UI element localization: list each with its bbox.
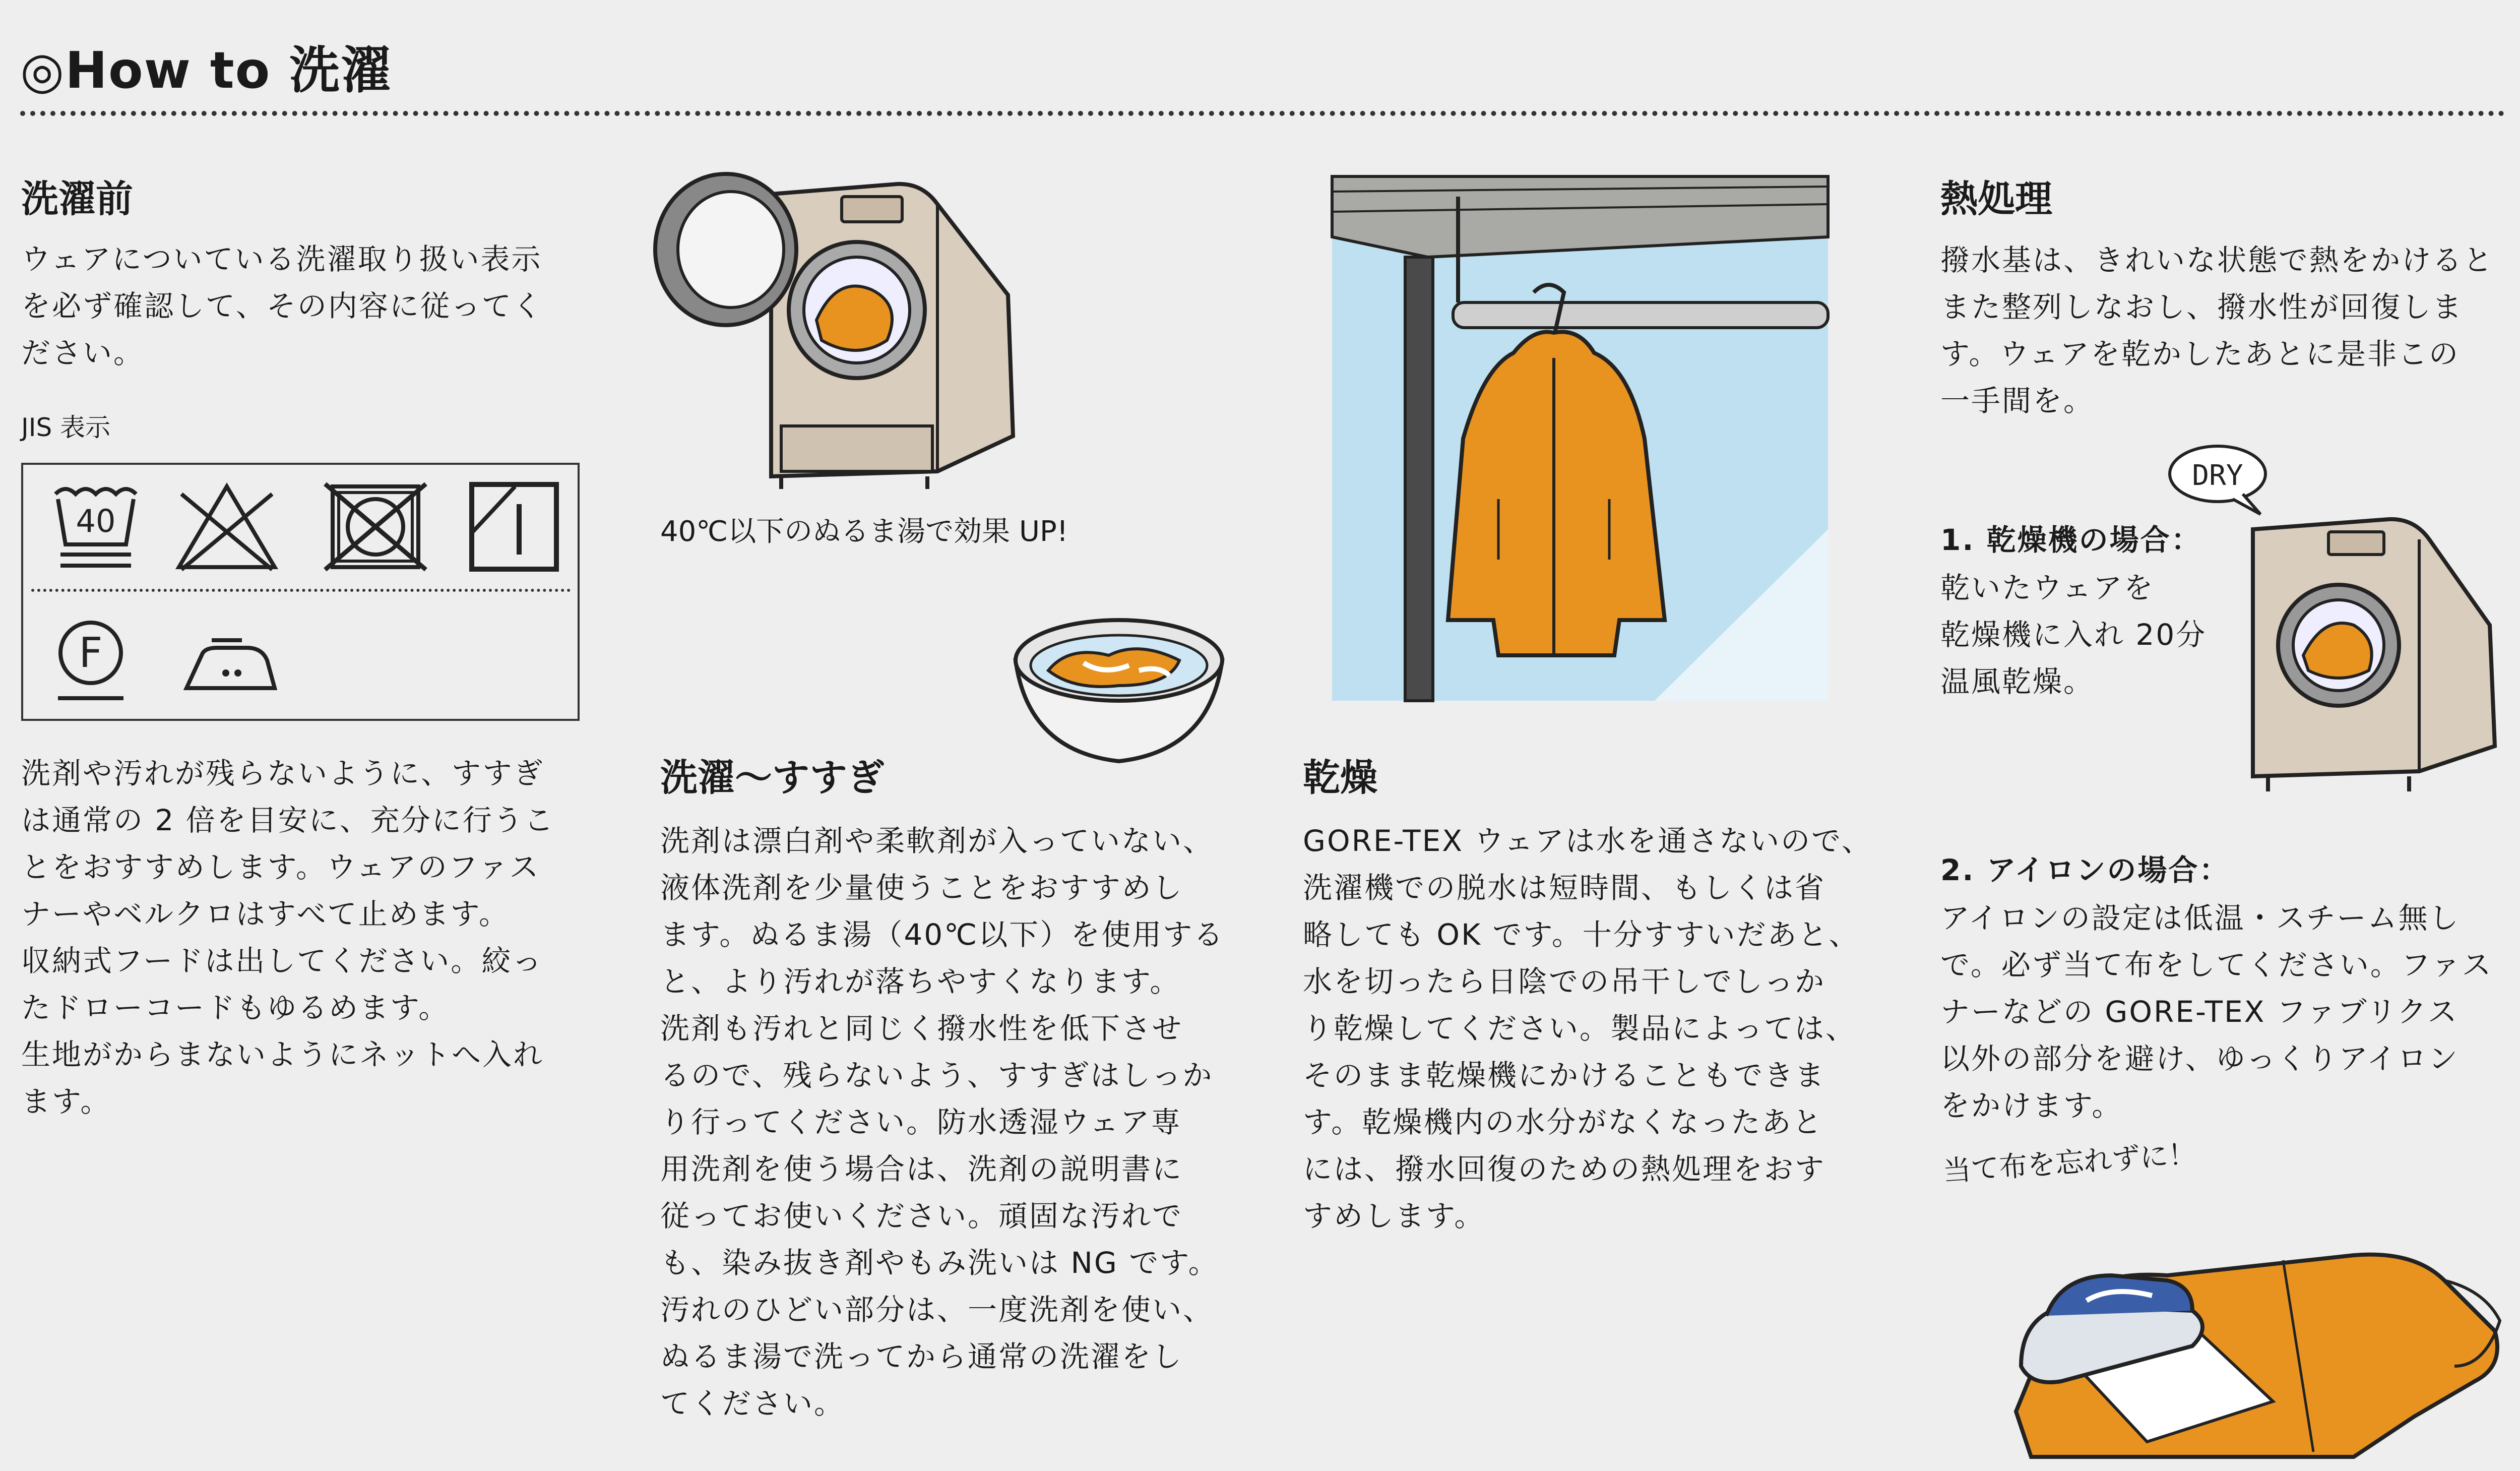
dry-clean-f-icon	[50, 618, 131, 703]
before-wash-intro: ウェアについている洗濯取り扱い表示 を必ず確認して、その内容に従ってく ださい。	[21, 242, 543, 370]
care-symbol-divider	[31, 589, 571, 592]
iron-low-icon	[181, 630, 277, 696]
wash-rinse-text: 洗剤は漂白剤や柔軟剤が入っていない、 液体洗剤を少量使うことをおすすめし ます。ぬるま湯（40℃以下）を使用する と、より汚れが落ちやすくなります。 洗剤も汚れと同じく撥水性を低下させ るので、残らないよう、すすぎはしっか り行ってください。防水透湿ウェア専 用洗剤を使う場合は、洗剤の説明書に 従ってお使いください。頑固な汚れで も、染み抜き剤やもみ洗いは NG です。 汚れのひどい部分は、一度洗剤を使い、 ぬるま湯で洗ってから通常の洗濯をし てください。	[660, 824, 1225, 1421]
before-wash-notes: 洗剤や汚れが残らないように、すすぎ は通常の 2 倍を目安に、充分に行うこ とをおすすめします。ウェアのファス ナーやベルクロはすべて止めます。 収納式フードは出してください。絞っ たドローコードもゆるめます。 生地がからまないようにネットへ入れ ます。	[21, 756, 555, 1119]
heading-drying: 乾燥	[1303, 756, 1377, 800]
heading-heat-treatment: 熱処理	[1940, 177, 2052, 221]
line-dry-icon	[469, 481, 559, 572]
dry-clean-letter: F	[79, 629, 103, 677]
no-tumble-dry-icon	[323, 481, 428, 572]
dryer-text: 乾いたウェアを 乾燥機に入れ 20分 温風乾燥。	[1940, 571, 2207, 699]
iron-text: アイロンの設定は低温・スチーム無し で。必ず当て布をしてください。ファス ナーなどの GORE-TEX ファブリクス 以外の部分を避け、ゆっくりアイロン をかけます。	[1940, 901, 2493, 1123]
drying-text: GORE-TEX ウェアは水を通さないので、 洗濯機での脱水は短時間、もしくは省 略しても OK です。十分すすいだあと、 水を切ったら日陰での吊干しでしっか り乾燥してください。製品によっては、 そのまま乾燥機にかけることもできま す。乾燥機内の水分がなくなったあと には、撥水回復のための熱処理をおす すめします。	[1303, 824, 1872, 1233]
heading-wash-rinse: 洗濯〜すすぎ	[660, 756, 885, 800]
iron-caption: 当て布を忘れずに！	[1941, 1137, 2198, 1188]
hanging-jacket-illustration	[1332, 176, 1828, 701]
no-bleach-icon	[174, 481, 280, 572]
title-divider	[20, 111, 2505, 116]
heat-treatment-intro: 撥水基は、きれいな状態で熱をかけると また整列しなおし、撥水性が回復しま す。ウェアを乾かしたあとに是非この 一手間を。	[1940, 243, 2494, 418]
page-title: ◎How to 洗濯	[20, 41, 393, 100]
wash-temp-number: 40	[76, 503, 116, 539]
dry-bubble-text: DRY	[2192, 459, 2243, 492]
warm-water-caption: 40℃以下のぬるま湯で効果 UP!	[660, 515, 1068, 548]
wash-40-icon	[50, 479, 141, 570]
heading-before-wash: 洗濯前	[21, 177, 133, 221]
washing-machine-illustration	[655, 174, 1023, 497]
jis-label: JIS 表示	[21, 413, 111, 442]
wash-bowl-illustration	[1008, 615, 1230, 766]
ironing-illustration	[2001, 1200, 2510, 1462]
iron-heading: 2. アイロンの場合：	[1940, 853, 2230, 887]
dryer-heading: 1. 乾燥機の場合：	[1940, 523, 2202, 557]
